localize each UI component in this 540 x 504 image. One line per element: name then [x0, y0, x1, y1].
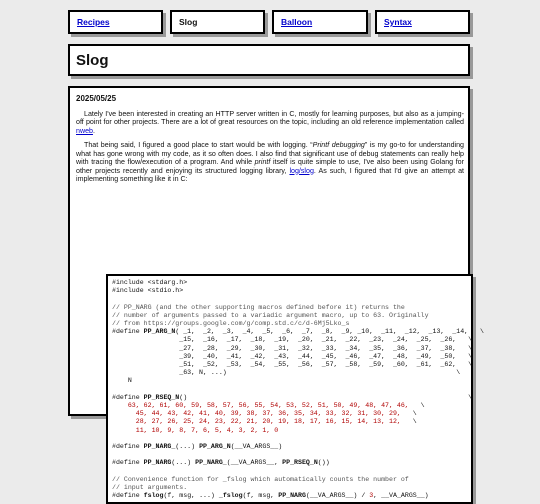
code-line: _63, N, ...) \: [112, 369, 461, 377]
code-comment: // Convenience function for _fslog which automatically counts the number of: [112, 475, 409, 483]
nav-balloon[interactable]: [272, 10, 368, 34]
code-keyword: #define: [112, 443, 144, 451]
code-line: , __VA_ARGS__): [373, 492, 429, 500]
code-line: #include <stdio.h>: [112, 287, 184, 295]
p2-printf-em: printf: [254, 158, 271, 166]
code-line: (__VA_ARGS__) /: [305, 492, 370, 500]
p1-end: .: [92, 126, 95, 135]
code-line: () \: [179, 393, 473, 401]
paragraph-1: [76, 110, 464, 136]
nav-slog-label: Slog: [179, 17, 198, 27]
code-numbers: 11, 10, 9, 8, 7, 6, 5, 4, 3, 2, 1, 0: [112, 426, 279, 434]
code-line: (f, msg,: [242, 492, 279, 500]
p2-printf: Printf: [312, 141, 330, 149]
code-line: ()): [317, 459, 330, 467]
code-text: [108, 276, 484, 503]
code-macro-call: PP_RSEQ_N: [282, 459, 318, 467]
p2-d: . As such, I figured that I'd give an attempt at implementing something like it in C:: [76, 166, 464, 183]
code-macro-call: _fslog: [218, 492, 243, 500]
code-backslash: \: [400, 410, 417, 418]
title-box: [68, 44, 470, 76]
code-comment: // input arguments.: [112, 484, 188, 492]
code-macro-name: PP_RSEQ_N: [143, 393, 180, 401]
nav-recipes-link[interactable]: Recipes: [77, 17, 110, 27]
code-number: 3: [369, 492, 374, 500]
page-title: Slog: [76, 52, 109, 69]
nav-slog[interactable]: [170, 10, 265, 34]
code-line: (__VA_ARGS__,: [226, 459, 283, 467]
p2-debugging: debugging: [329, 141, 365, 149]
code-macro-name: PP_NARG_: [143, 443, 176, 451]
code-line: (...): [171, 459, 196, 467]
code-line: ( _1, _2, _3, _4, _5, _6, _7, _8, _9, _10, _11, _12, _13, _14, \: [175, 328, 484, 336]
code-keyword: #define: [112, 459, 144, 467]
code-keyword: #define: [112, 393, 144, 401]
nav-recipes[interactable]: [68, 10, 163, 34]
post-box: [68, 86, 484, 500]
code-line: N: [112, 377, 132, 385]
code-line: _39, _40, _41, _42, _43, _44, _45, _46, _47, _48, _49, _50, \: [112, 352, 473, 360]
nav-syntax-link[interactable]: Syntax: [384, 17, 412, 27]
code-macro-name: PP_ARG_N: [143, 328, 176, 336]
code-comment: // number of arguments passed to a variadic argument macro, up to 63. Originally: [112, 311, 429, 319]
code-backslash: \: [408, 402, 425, 410]
post-content: [76, 95, 464, 190]
code-macro-name: PP_NARG: [143, 459, 172, 467]
code-macro-call: PP_NARG: [278, 492, 306, 500]
code-line: (__VA_ARGS__): [230, 443, 283, 451]
nweb-link[interactable]: nweb: [76, 126, 93, 135]
p1-text: Lately I've been interested in creating an HTTP server written in C, mostly for learning purposes, but also as a jumping-off point for other projects. There are a lot of great resources on the topic, including an old reference implementation called: [76, 109, 464, 126]
code-line: _51, _52, _53, _54, _55, _56, _57, _58, _59, _60, _61, _62, \: [112, 361, 473, 369]
code-numbers: 28, 27, 26, 25, 24, 23, 22, 21, 20, 19, 18, 17, 16, 15, 14, 13, 12,: [112, 418, 401, 426]
code-line: #include <stdarg.h>: [112, 279, 188, 286]
code-keyword: #define: [112, 328, 144, 336]
code-comment: // from https://groups.google.com/g/comp.std.c/c/d-6Mj5Lko_s: [112, 320, 350, 328]
code-line: (...): [175, 443, 200, 451]
code-line: _15, _16, _17, _18, _19, _20, _21, _22, _23, _24, _25, _26, \: [112, 336, 473, 344]
p2-b: ” is my go-to for understanding what has gone wrong with my code, as it so often does. I also find that significant use of debug statements can really help with tracing the flow/execution of a program. And while: [76, 141, 464, 166]
post-date: 2025/05/25: [76, 94, 117, 103]
nav-balloon-link[interactable]: Balloon: [281, 17, 313, 27]
code-macro-call: PP_NARG_: [195, 459, 227, 467]
code-block: [106, 274, 484, 504]
code-macro-call: PP_ARG_N: [199, 443, 231, 451]
nav-syntax[interactable]: [375, 10, 470, 34]
code-numbers: 63, 62, 61, 60, 59, 58, 57, 56, 55, 54, 53, 52, 51, 50, 49, 48, 47, 46,: [112, 402, 409, 410]
code-line: _27, _28, _29, _30, _31, _32, _33, _34, _35, _36, _37, _38, \: [112, 344, 473, 352]
code-comment: // PP_NARG (and the other supporting macros defined before it) returns the: [112, 303, 405, 311]
code-numbers: 45, 44, 43, 42, 41, 40, 39, 38, 37, 36, 35, 34, 33, 32, 31, 30, 29,: [112, 410, 401, 418]
code-macro-name: fslog: [143, 492, 164, 500]
code-line: (f, msg, ...): [163, 492, 219, 500]
p2-a: That being said, I figured a good place to start would be with logging. “: [84, 141, 313, 149]
paragraph-2: [76, 141, 464, 184]
code-backslash: \: [400, 418, 417, 426]
log-slog-link[interactable]: log/slog: [289, 166, 314, 175]
p2-c: itself is quite simple to use, I've also been using Golang for other projects recently and enjoying its structured logging library,: [76, 158, 464, 175]
code-keyword: #define: [112, 492, 144, 500]
